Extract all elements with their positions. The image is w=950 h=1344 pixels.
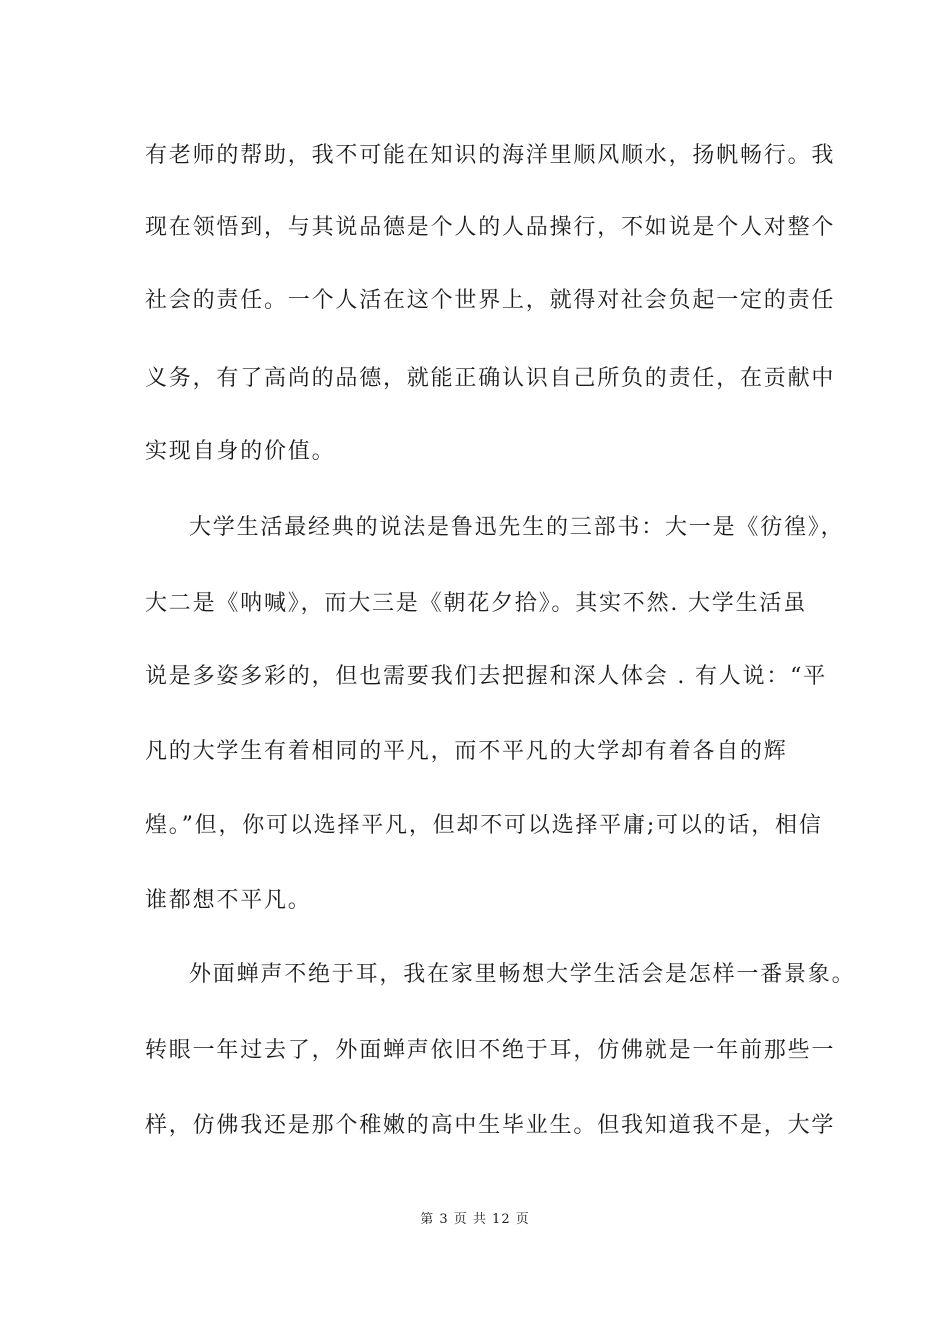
- page-number-footer: 第 3 页 共 12 页: [420, 1212, 530, 1227]
- text-line: 样，仿佛我还是那个稚嫩的高中生毕业生。但我知道我不是，大学: [145, 1113, 836, 1138]
- text-line: 现在领悟到，与其说品德是个人的人品操行，不如说是个人对整个: [145, 215, 836, 240]
- text-line: 社会的责任。一个人活在这个世界上，就得对社会负起一定的责任: [145, 288, 836, 313]
- text-line: 谁都想不平凡。: [145, 888, 312, 913]
- paragraph-first-line: 外面蝉声不绝于耳，我在家里畅想大学生活会是怎样一番景象。: [189, 962, 856, 987]
- paragraph-first-line: 大学生活最经典的说法是鲁迅先生的三部书：大一是《彷徨》，: [189, 515, 845, 540]
- text-line: 凡的大学生有着相同的平凡，而不平凡的大学却有着各自的辉: [145, 739, 788, 764]
- text-line: 实现自身的价值。: [145, 439, 336, 464]
- text-line: 转眼一年过去了，外面蝉声依旧不绝于耳，仿佛就是一年前那些一: [145, 1038, 836, 1063]
- text-line: 大二是《呐喊》，而大三是《朝花夕拾》。其实不然. 大学生活虽: [145, 591, 807, 616]
- text-line: 说是多姿多彩的，但也需要我们去把握和深人体会 . 有人说：“平: [145, 664, 828, 689]
- text-line: 煌。”但，你可以选择平凡，但却不可以选择平庸;可以的话，相信: [145, 813, 823, 838]
- text-line: 义务，有了高尚的品德，就能正确认识自己所负的责任，在贡献中: [145, 366, 836, 391]
- text-line: 有老师的帮助，我不可能在知识的海洋里顺风顺水，扬帆畅行。我: [145, 143, 836, 168]
